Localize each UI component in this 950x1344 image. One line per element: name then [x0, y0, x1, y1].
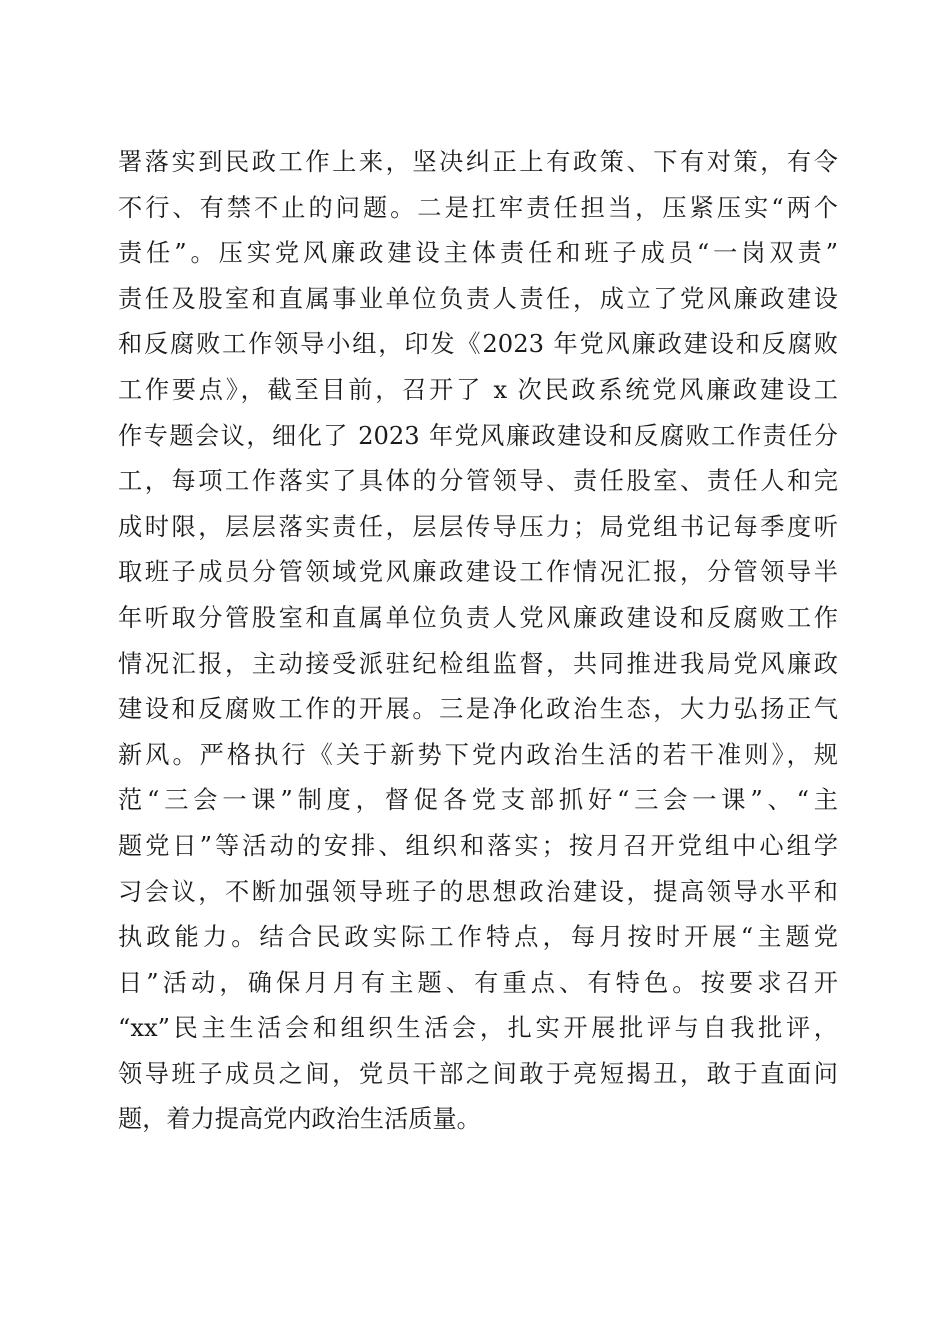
text-line: 责任及股室和直属事业单位负责人责任，成立了党风廉政建设	[118, 284, 838, 313]
text-line: 作专题会议，细化了 2023 年党风廉政建设和反腐败工作责任分	[118, 421, 838, 450]
text-line: 习会议，不断加强领导班子的思想政治建设，提高领导水平和	[118, 877, 838, 906]
body-paragraph	[118, 140, 838, 1143]
text-line: “xx”民主生活会和组织生活会，扎实开展批评与自我批评，	[118, 1014, 838, 1043]
text-line: 新风。严格执行《关于新势下党内政治生活的若干准则》，规	[118, 740, 838, 769]
text-line: 取班子成员分管领域党风廉政建设工作情况汇报，分管领导半	[118, 558, 838, 587]
text-line: 年听取分管股室和直属单位负责人党风廉政建设和反腐败工作	[118, 603, 838, 632]
text-line: 和反腐败工作领导小组，印发《2023 年党风廉政建设和反腐败	[118, 330, 838, 359]
text-line: 题党日”等活动的安排、组织和落实；按月召开党组中心组学	[118, 831, 838, 860]
text-line-last: 题，着力提高党内政治生活质量。	[118, 1105, 481, 1134]
text-line: 工作要点》，截至目前，召开了 x 次民政系统党风廉政建设工	[118, 375, 838, 404]
text-line: 情况汇报，主动接受派驻纪检组监督，共同推进我局党风廉政	[118, 649, 838, 678]
text-line: 工，每项工作落实了具体的分管领导、责任股室、责任人和完	[118, 467, 838, 496]
text-line: 建设和反腐败工作的开展。三是净化政治生态，大力弘扬正气	[118, 695, 838, 724]
text-line: 责任”。压实党风廉政建设主体责任和班子成员“一岗双责”	[118, 239, 838, 268]
text-line: 执政能力。结合民政实际工作特点，每月按时开展“主题党	[118, 923, 838, 952]
text-line: 领导班子成员之间，党员干部之间敢于亮短揭丑，敢于直面问	[118, 1059, 838, 1088]
text-line: 不行、有禁不止的问题。二是扛牢责任担当，压紧压实“两个	[118, 193, 838, 222]
text-line: 日”活动，确保月月有主题、有重点、有特色。按要求召开	[118, 968, 838, 997]
text-line: 署落实到民政工作上来，坚决纠正上有政策、下有对策，有令	[118, 148, 838, 176]
text-line: 成时限，层层落实责任，层层传导压力；局党组书记每季度听	[118, 512, 838, 541]
text-line: 范“三会一课”制度，督促各党支部抓好“三会一课”、“主	[118, 786, 838, 815]
